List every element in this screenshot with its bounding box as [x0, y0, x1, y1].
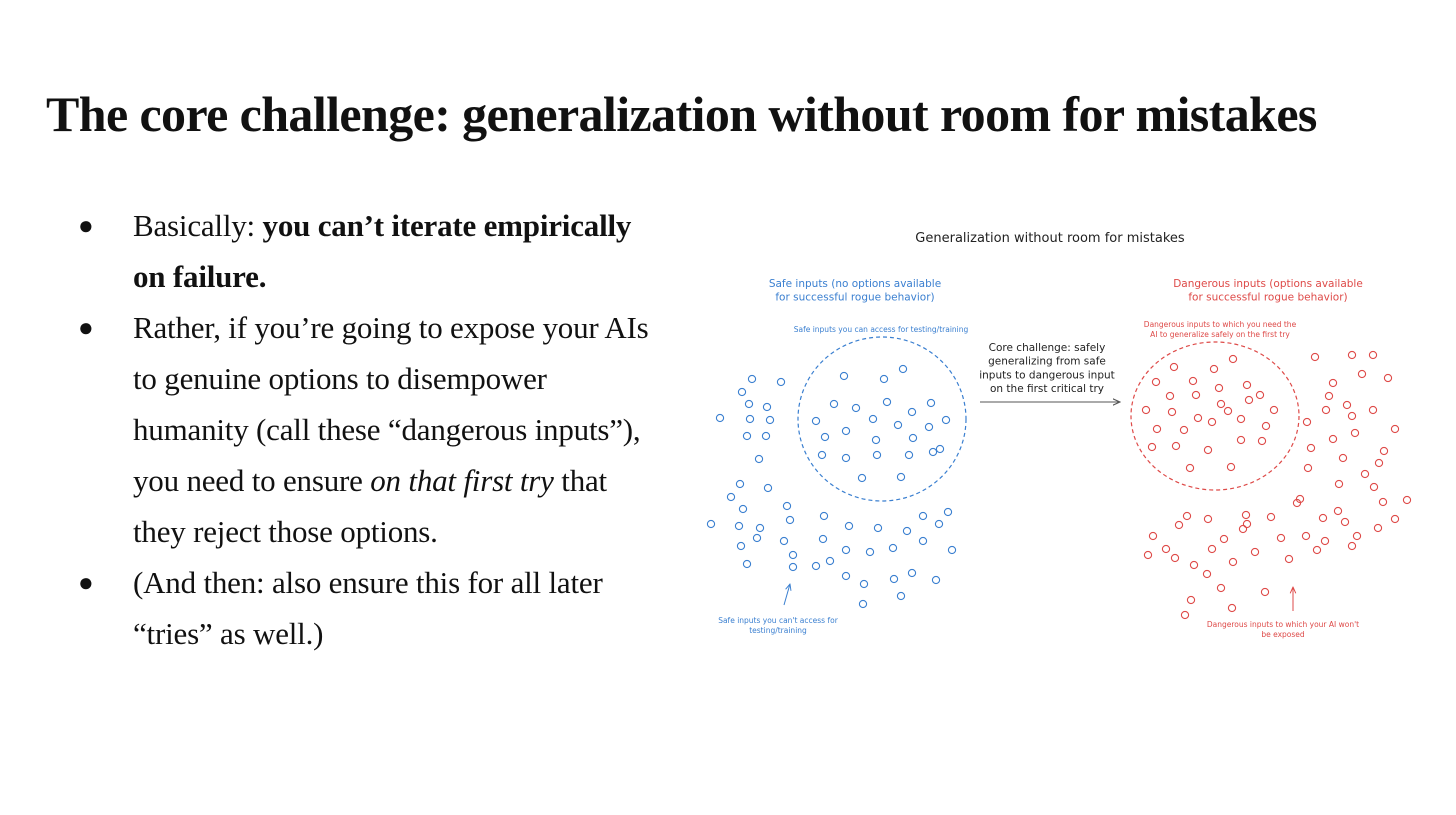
safe-input-point — [866, 548, 873, 555]
safe-input-point — [942, 416, 949, 423]
dangerous-input-point — [1351, 429, 1358, 436]
safe-input-point — [707, 520, 714, 527]
dangerous-input-point — [1168, 408, 1175, 415]
safe-input-point — [929, 448, 936, 455]
safe-input-point — [919, 537, 926, 544]
safe-input-point — [842, 546, 849, 553]
dangerous-input-point — [1304, 464, 1311, 471]
safe-input-point — [935, 520, 942, 527]
safe-input-point — [780, 537, 787, 544]
dangerous-input-point — [1242, 511, 1249, 518]
safe-input-point — [756, 524, 763, 531]
dangerous-input-point — [1375, 459, 1382, 466]
label-line: AI to generalize safely on the first try — [1150, 329, 1290, 339]
safe-input-point — [840, 372, 847, 379]
safe-input-point — [842, 572, 849, 579]
safe-input-point — [739, 505, 746, 512]
dangerous-input-point — [1285, 555, 1292, 562]
dangerous-input-point — [1224, 407, 1231, 414]
label-line: Dangerous inputs to which you need the — [1143, 320, 1297, 329]
dangerous-input-point — [1262, 422, 1269, 429]
safe-input-point — [763, 403, 770, 410]
safe-input-point — [826, 557, 833, 564]
dangerous-input-point — [1204, 446, 1211, 453]
safe-input-point — [764, 484, 771, 491]
bullet-segment: Rather, if you’re going to expose your AIs to genuine options to disempower humanity (call these “dangerous inputs”), you need to ensure — [133, 310, 649, 498]
safe-input-point — [852, 404, 859, 411]
dangerous-input-point — [1313, 546, 1320, 553]
dangerous-input-point — [1181, 611, 1188, 618]
safe-input-point — [859, 600, 866, 607]
safe-input-point — [908, 569, 915, 576]
safe-input-point — [845, 522, 852, 529]
dangerous-input-point — [1370, 483, 1377, 490]
safe-input-point — [842, 454, 849, 461]
safe-input-point — [842, 427, 849, 434]
dangerous-input-point — [1217, 584, 1224, 591]
safe-input-point — [905, 451, 912, 458]
slide-title: The core challenge: generalization without room for mistakes — [46, 86, 1317, 142]
dangerous-input-point — [1391, 425, 1398, 432]
safe-input-point — [743, 432, 750, 439]
safe-input-point — [737, 542, 744, 549]
dangerous-input-point — [1228, 604, 1235, 611]
bullet-segment: that they reject those options. — [133, 463, 607, 549]
dangerous-input-point — [1329, 379, 1336, 386]
safe-input-point — [727, 493, 734, 500]
safe-input-points — [707, 365, 955, 607]
safe-input-point — [755, 455, 762, 462]
safe-input-point — [748, 375, 755, 382]
dangerous-input-point — [1321, 537, 1328, 544]
diagram-canvas — [700, 222, 1420, 642]
dangerous-input-point — [1186, 464, 1193, 471]
dangerous-input-point — [1343, 401, 1350, 408]
safe-input-point — [880, 375, 887, 382]
dangerous-input-point — [1152, 378, 1159, 385]
core-challenge-text — [979, 342, 1115, 395]
safe-input-point — [932, 576, 939, 583]
danger-unexposed-label — [1207, 620, 1359, 639]
safe-input-point — [858, 474, 865, 481]
dangerous-input-point — [1210, 365, 1217, 372]
label-line: be exposed — [1261, 629, 1305, 639]
dangerous-input-point — [1277, 534, 1284, 541]
safe-input-point — [812, 562, 819, 569]
dangerous-input-point — [1183, 512, 1190, 519]
dangerous-input-point — [1353, 532, 1360, 539]
dangerous-input-point — [1369, 406, 1376, 413]
dangerous-input-point — [1348, 542, 1355, 549]
dangerous-input-point — [1261, 588, 1268, 595]
dangerous-input-point — [1203, 570, 1210, 577]
safe-input-point — [889, 544, 896, 551]
safe-input-point — [766, 416, 773, 423]
dangerous-input-point — [1341, 518, 1348, 525]
safe-input-point — [894, 421, 901, 428]
bullet-list — [76, 200, 656, 659]
dangerous-input-point — [1220, 535, 1227, 542]
safe-input-point — [753, 534, 760, 541]
label-line: for successful rogue behavior) — [775, 291, 935, 304]
label-line: on the first critical try — [990, 382, 1104, 395]
dangerous-input-point — [1245, 396, 1252, 403]
dangerous-input-point — [1325, 392, 1332, 399]
safe-untestable-arrow — [784, 584, 790, 605]
safe-testable-label — [794, 325, 969, 334]
safe-input-point — [919, 512, 926, 519]
safe-input-point — [936, 445, 943, 452]
safe-input-point — [820, 512, 827, 519]
dangerous-input-point — [1142, 406, 1149, 413]
dangerous-input-points — [1142, 351, 1410, 618]
safe-input-point — [745, 400, 752, 407]
bullet-segment: on that first try — [370, 463, 554, 498]
bullet-dot-icon: ● — [78, 568, 94, 597]
safe-input-point — [903, 527, 910, 534]
safe-input-point — [786, 516, 793, 523]
dangerous-input-point — [1208, 545, 1215, 552]
dangerous-input-point — [1256, 391, 1263, 398]
safe-input-point — [736, 480, 743, 487]
label-line: Safe inputs you can't access for — [718, 616, 838, 625]
dangerous-input-point — [1192, 391, 1199, 398]
dangerous-input-point — [1166, 392, 1173, 399]
bullet-dot-icon: ● — [78, 211, 94, 240]
safe-input-point — [869, 415, 876, 422]
dangerous-input-point — [1339, 454, 1346, 461]
safe-input-point — [818, 451, 825, 458]
dangerous-input-point — [1329, 435, 1336, 442]
safe-input-point — [872, 436, 879, 443]
danger-first-try-label — [1144, 320, 1297, 339]
dangerous-input-point — [1239, 525, 1246, 532]
dangerous-input-point — [1379, 498, 1386, 505]
dangerous-input-point — [1153, 425, 1160, 432]
safe-input-point — [899, 365, 906, 372]
bullet-item — [76, 200, 656, 302]
safe-inputs-heading — [769, 278, 941, 304]
bullet-dot-icon: ● — [78, 313, 94, 342]
dangerous-input-point — [1208, 418, 1215, 425]
safe-input-point — [819, 535, 826, 542]
dangerous-input-point — [1267, 513, 1274, 520]
dangerous-input-point — [1229, 355, 1236, 362]
safe-input-point — [789, 563, 796, 570]
dangerous-input-point — [1302, 532, 1309, 539]
dangerous-input-point — [1162, 545, 1169, 552]
safe-input-point — [948, 546, 955, 553]
label-line: generalizing from safe — [988, 355, 1106, 368]
dangerous-input-point — [1237, 415, 1244, 422]
dangerous-input-point — [1227, 463, 1234, 470]
dangerous-input-point — [1194, 414, 1201, 421]
safe-input-point — [762, 432, 769, 439]
dangerous-inputs-heading — [1173, 278, 1363, 304]
danger-first-try-region — [1131, 342, 1299, 490]
safe-input-point — [890, 575, 897, 582]
safe-input-point — [909, 434, 916, 441]
dangerous-input-point — [1335, 480, 1342, 487]
dangerous-input-point — [1204, 515, 1211, 522]
label-line: Safe inputs you can access for testing/training — [793, 325, 969, 334]
dangerous-input-point — [1148, 443, 1155, 450]
label-line: Generalization without room for mistakes — [915, 231, 1185, 246]
generalization-diagram — [700, 222, 1420, 642]
dangerous-input-point — [1189, 377, 1196, 384]
safe-input-point — [783, 502, 790, 509]
safe-input-point — [735, 522, 742, 529]
safe-input-point — [812, 417, 819, 424]
bullet-segment: (And then: also ensure this for all later “tries” as well.) — [133, 565, 603, 651]
safe-input-point — [738, 388, 745, 395]
dangerous-input-point — [1403, 496, 1410, 503]
bullet-item — [76, 557, 656, 659]
dangerous-input-point — [1348, 351, 1355, 358]
safe-input-point — [789, 551, 796, 558]
dangerous-input-point — [1369, 351, 1376, 358]
dangerous-input-point — [1303, 418, 1310, 425]
safe-input-point — [927, 399, 934, 406]
dangerous-input-point — [1251, 548, 1258, 555]
dangerous-input-point — [1243, 520, 1250, 527]
dangerous-input-point — [1307, 444, 1314, 451]
dangerous-input-point — [1334, 507, 1341, 514]
diagram-title — [915, 231, 1185, 246]
dangerous-input-point — [1358, 370, 1365, 377]
dangerous-input-point — [1170, 363, 1177, 370]
dangerous-input-point — [1171, 554, 1178, 561]
safe-input-point — [897, 592, 904, 599]
dangerous-input-point — [1175, 521, 1182, 528]
dangerous-input-point — [1190, 561, 1197, 568]
label-line: testing/training — [749, 625, 807, 635]
dangerous-input-point — [1361, 470, 1368, 477]
safe-input-point — [925, 423, 932, 430]
dangerous-input-point — [1380, 447, 1387, 454]
bullet-segment: Basically: — [133, 208, 263, 243]
dangerous-input-point — [1319, 514, 1326, 521]
dangerous-input-point — [1215, 384, 1222, 391]
dangerous-input-point — [1270, 406, 1277, 413]
safe-input-point — [873, 451, 880, 458]
safe-input-point — [908, 408, 915, 415]
bullet-text — [133, 565, 603, 651]
bullet-text — [133, 208, 631, 294]
label-line: Safe inputs (no options available — [768, 278, 942, 290]
safe-input-point — [743, 560, 750, 567]
dangerous-input-point — [1180, 426, 1187, 433]
label-line: for successful rogue behavior) — [1188, 291, 1348, 304]
dangerous-input-point — [1384, 374, 1391, 381]
dangerous-input-point — [1322, 406, 1329, 413]
bullet-segment: you can’t iterate empirically on failure. — [133, 208, 632, 294]
safe-input-point — [830, 400, 837, 407]
safe-input-point — [944, 508, 951, 515]
safe-input-point — [874, 524, 881, 531]
label-line: inputs to dangerous input — [979, 369, 1115, 382]
dangerous-input-point — [1237, 436, 1244, 443]
dangerous-input-point — [1391, 515, 1398, 522]
safe-input-point — [897, 473, 904, 480]
dangerous-input-point — [1149, 532, 1156, 539]
dangerous-input-point — [1243, 381, 1250, 388]
dangerous-input-point — [1172, 442, 1179, 449]
dangerous-input-point — [1311, 353, 1318, 360]
dangerous-input-point — [1187, 596, 1194, 603]
safe-input-point — [716, 414, 723, 421]
dangerous-input-point — [1258, 437, 1265, 444]
dangerous-input-point — [1217, 400, 1224, 407]
safe-input-point — [883, 398, 890, 405]
bullet-item — [76, 302, 656, 557]
dangerous-input-point — [1348, 412, 1355, 419]
safe-testable-region — [798, 337, 966, 501]
safe-input-point — [860, 580, 867, 587]
dangerous-input-point — [1144, 551, 1151, 558]
dangerous-input-point — [1374, 524, 1381, 531]
bullet-text — [133, 310, 649, 549]
dangerous-input-point — [1229, 558, 1236, 565]
label-line: Core challenge: safely — [988, 342, 1106, 354]
safe-input-point — [777, 378, 784, 385]
label-line: Dangerous inputs to which your AI won't — [1206, 620, 1360, 629]
safe-untestable-label — [718, 616, 838, 635]
label-line: Dangerous inputs (options available — [1173, 278, 1363, 290]
safe-input-point — [821, 433, 828, 440]
safe-input-point — [746, 415, 753, 422]
